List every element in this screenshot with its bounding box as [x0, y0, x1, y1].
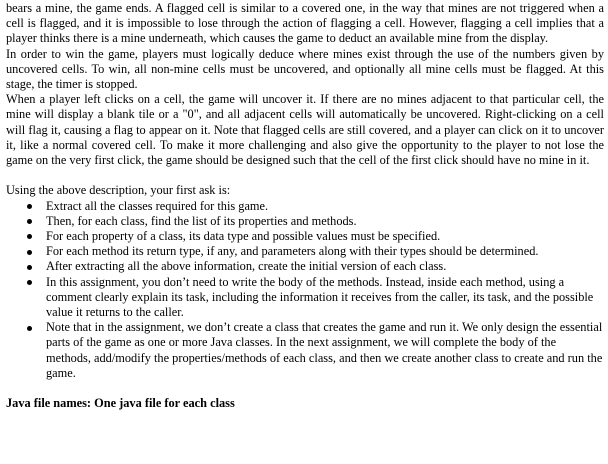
bullet-icon: [27, 280, 32, 285]
bullet-icon: [27, 250, 32, 255]
bullet-icon: [27, 204, 32, 209]
list-item-text: For each property of a class, its data type and possible values must be specified.: [46, 229, 441, 244]
list-item: [6, 229, 604, 244]
list-item-text: After extracting all the above information, create the initial version of each class.: [46, 259, 447, 274]
list-item: [6, 199, 604, 214]
paragraph-flagged-cell: bears a mine, the game ends. A flagged cell is similar to a covered one, in the way that mines are not triggered when a cell is flagged, and it is impossible to lose through the action of flagging a cell. However, flagging a cell implies that a player thinks there is a mine underneath, which causes the game to deduct an available mine from the display.: [6, 1, 604, 46]
bullet-icon: [27, 219, 32, 224]
list-item-text: Then, for each class, find the list of its properties and methods.: [46, 213, 357, 228]
list-item-text: Extract all the classes required for this game.: [46, 198, 269, 213]
blank-line: [6, 381, 604, 396]
paragraph-click-behavior: When a player left clicks on a cell, the game will uncover it. If there are no mines adjacent to that particular cell, the mine will display a blank tile or a "0", and all adjacent cells will automatically be uncovered. Right-clicking on a cell will flag it, causing a flag to appear on it. Note that flagged cells are still covered, and a player can click on it to uncover it, like a normal covered cell. To make it more challenging and also give the opportunity to the player to not lose the game on the very first click, the game should be designed such that the cell of the first click should have no mine in it.: [6, 92, 604, 168]
list-item: [6, 214, 604, 229]
bullet-icon: [27, 265, 32, 270]
list-item: [6, 275, 604, 321]
blank-line: [6, 168, 604, 183]
list-item: [6, 259, 604, 274]
bullet-icon: [27, 326, 32, 331]
list-item-text: Note that in the assignment, we don’t create a class that creates the game and run it. We only design the essential parts of the game as one or more Java classes. In the next assignment, we will complete the body of the methods, add/modify the properties/methods of each class, and then we create another class to create and run the game.: [46, 320, 603, 380]
list-item: [6, 244, 604, 259]
list-item-text: In this assignment, you don’t need to write the body of the methods. Instead, inside each method, using a comment clearly explain its task, including the information it receives from the caller, its task, and the possible value it returns to the caller.: [46, 274, 594, 320]
task-list: [6, 199, 604, 381]
bullet-icon: [27, 234, 32, 239]
list-item: [6, 320, 604, 381]
document-page: [6, 1, 604, 411]
java-file-names-heading: Java file names: One java file for each class: [6, 396, 235, 411]
paragraph-win-condition: In order to win the game, players must logically deduce where mines exist through the use of the numbers given by uncovered cells. To win, all non-mine cells must be uncovered, and optionally all mine cells must be flagged. At this stage, the timer is stopped.: [6, 46, 604, 92]
list-item-text: For each method its return type, if any, and parameters along with their types should be determined.: [46, 244, 539, 259]
paragraph-task-intro: Using the above description, your first ask is:: [6, 183, 231, 198]
